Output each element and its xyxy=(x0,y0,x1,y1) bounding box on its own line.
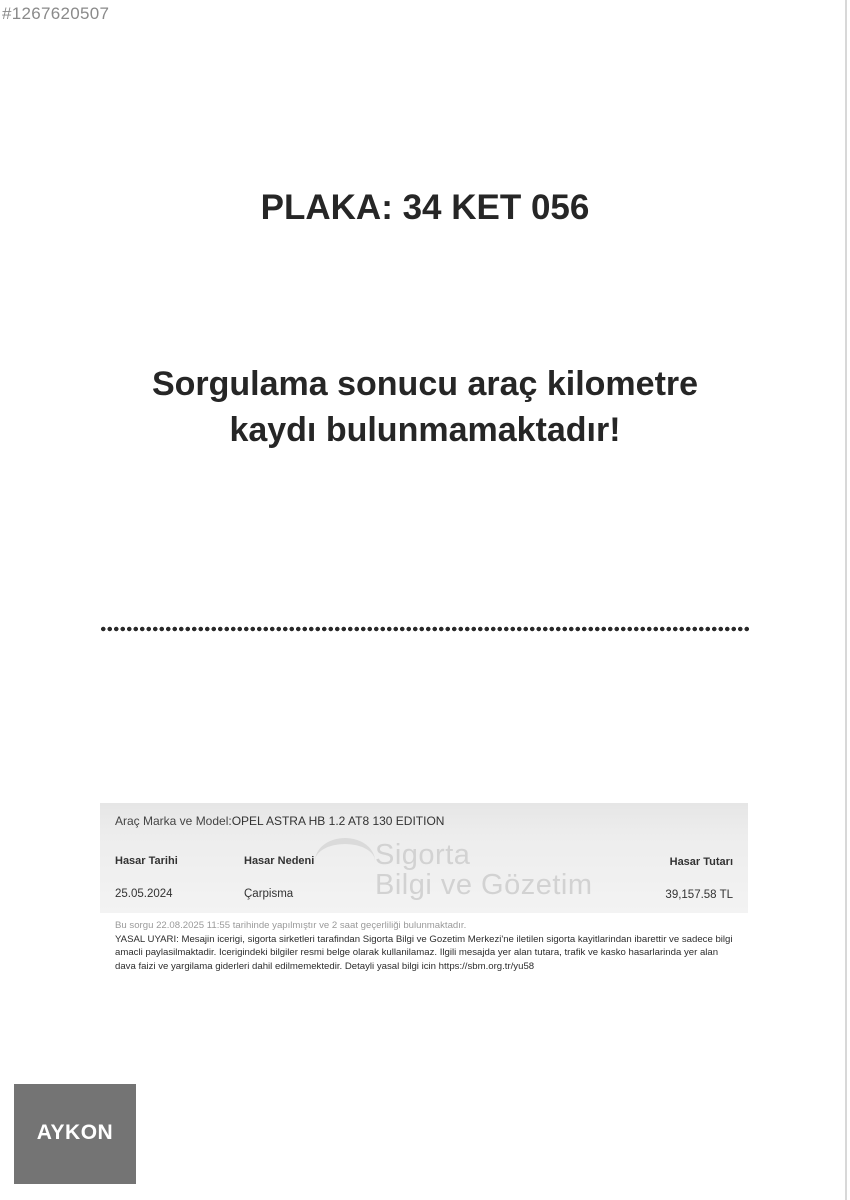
damage-amount: 39,157.58 TL xyxy=(665,889,733,901)
message-line-2: kaydı bulunmamaktadır! xyxy=(229,411,621,449)
sbm-watermark xyxy=(375,840,593,900)
page-edge xyxy=(845,0,847,1200)
brand-logo xyxy=(14,1084,136,1184)
dotted-separator xyxy=(100,626,750,632)
watermark-line-1: Sigorta xyxy=(375,839,471,871)
damage-date: 25.05.2024 xyxy=(115,888,173,900)
brand-logo-text: AYKON xyxy=(36,1121,114,1144)
sbm-watermark-logo xyxy=(315,838,375,884)
make-model-row xyxy=(115,814,444,828)
column-header-amount: Hasar Tutarı xyxy=(669,856,733,868)
make-model-label: Araç Marka ve Model: xyxy=(115,814,232,828)
damage-cause: Çarpisma xyxy=(244,888,294,900)
make-model-value: OPEL ASTRA HB 1.2 AT8 130 EDITION xyxy=(231,814,445,828)
query-validity-note: Bu sorgu 22.08.2025 11:55 tarihinde yapılmıştır ve 2 saat geçerliliği bulunmaktadır. xyxy=(115,920,467,931)
message-line-1: Sorgulama sonucu araç kilometre xyxy=(151,365,699,403)
damage-record-card xyxy=(100,803,748,913)
plate-heading: PLAKA: 34 KET 056 xyxy=(260,188,590,227)
legal-warning-text: YASAL UYARI: Mesajin icerigi, sigorta sirketleri tarafindan Sigorta Bilgi ve Gozetim Merkezi'ne iletilen sigorta kayitlarindan ibarettir ve sadece bilgi amacli paylasilmaktadir. Icerigindeki bilgiler resmi belge olarak kullanilamaz. Ilgili mesajda yer alan tutara, trafik ve kasko hasarlarinda yer alan dava faizi ve yargilama giderleri dahil edilmemektedir. Detayli yasal bilgi icin https://sbm.org.tr/yu58 xyxy=(115,934,733,972)
column-header-date: Hasar Tarihi xyxy=(115,855,178,867)
legal-disclaimer xyxy=(115,919,735,973)
column-header-cause: Hasar Nedeni xyxy=(244,855,315,867)
watermark-line-2: Bilgi ve Gözetim xyxy=(375,869,593,901)
listing-id: #1267620507 xyxy=(2,4,110,23)
query-result-message xyxy=(0,361,850,453)
